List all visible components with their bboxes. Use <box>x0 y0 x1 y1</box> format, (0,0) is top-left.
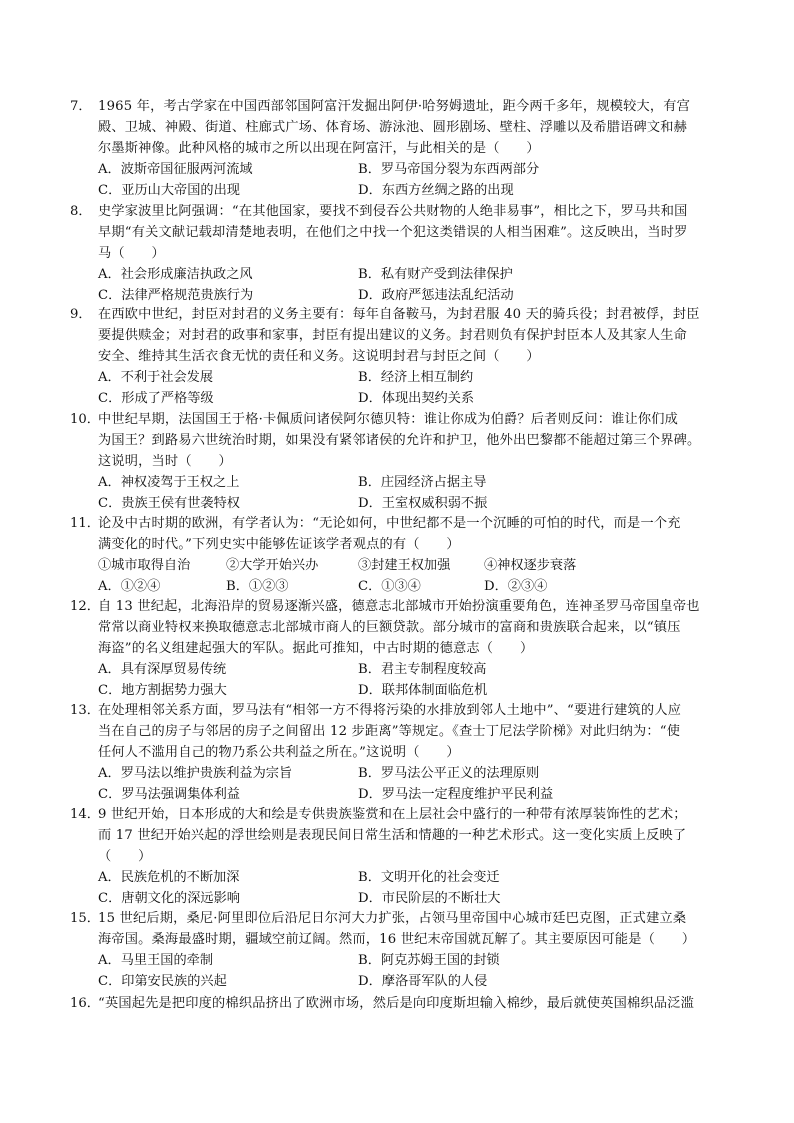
option-a[interactable]: A．社会形成廉洁执政之风 <box>98 267 253 282</box>
question-11 <box>70 513 730 597</box>
question-text: 这说明，当时（ ） <box>98 454 232 469</box>
question-12 <box>70 596 730 701</box>
option-a[interactable]: A．波斯帝国征服两河流域 <box>98 162 253 177</box>
question-text: 早期“有关文献记载却清楚地表明，在他们之中找一个犯这类错误的人相当困难”。这反映出，当时罗 <box>98 225 688 240</box>
question-text: 9 世纪开始，日本形成的大和绘是专供贵族鉴赏和在上层社会中盛行的一种带有浓厚装饰性的艺术； <box>98 807 687 822</box>
question-text: 在处理相邻关系方面，罗马法有“相邻一方不得将污染的水排放到邻人土地中”、“要进行建筑的人应 <box>98 703 682 718</box>
statement-3: ③封建王权加强 <box>358 558 451 573</box>
question-text: 任何人不滥用自己的物乃系公共利益之所在。”这说明（ ） <box>98 745 460 760</box>
option-d[interactable]: D．摩洛哥军队的人侵 <box>358 974 488 989</box>
option-d[interactable]: D．罗马法一定程度维护平民利益 <box>358 787 554 802</box>
option-c[interactable]: C．贵族王侯有世袭特权 <box>98 496 240 511</box>
question-text: （ ） <box>98 849 152 864</box>
option-d[interactable]: D．市民阶层的不断壮大 <box>358 891 501 906</box>
option-a[interactable]: A．神权凌驾于王权之上 <box>98 475 240 490</box>
question-text: 安全、维持其生活衣食无忧的责任和义务。这说明封君与封臣之间（ ） <box>98 349 540 364</box>
option-c[interactable]: C．法律严格规范贵族行为 <box>98 288 254 303</box>
question-text: 要提供赎金；对封君的政事和家事，封臣有提出建议的义务。封君则负有保护封臣本人及其家人生命 <box>98 328 688 343</box>
option-d[interactable]: D．联邦体制面临危机 <box>358 683 488 698</box>
question-15 <box>70 908 730 992</box>
question-number: 13． <box>70 703 100 718</box>
question-text: 中世纪早期，法国国王于格·卡佩质问诸侯阿尔德贝特：谁让你成为伯爵？后者则反问：谁让你们成 <box>98 412 679 427</box>
question-10 <box>70 409 730 514</box>
option-c[interactable]: C．唐朝文化的深远影响 <box>98 891 240 906</box>
question-text: 论及中古时期的欧洲，有学者认为：“无论如何，中世纪都不是一个沉睡的可怕的时代，而是一个充 <box>98 516 681 531</box>
statement-2: ②大学开始兴办 <box>226 558 319 573</box>
option-b[interactable]: B．庄园经济占据主导 <box>358 475 487 490</box>
option-b[interactable]: B．阿克苏姆王国的封锁 <box>358 953 500 968</box>
option-c[interactable]: C．①③④ <box>358 579 421 594</box>
option-c[interactable]: C．地方割据势力强大 <box>98 683 227 698</box>
option-a[interactable]: A．民族危机的不断加深 <box>98 870 240 885</box>
question-number: 9． <box>70 307 92 322</box>
question-text: 在西欧中世纪，封臣对封君的义务主要有：每年自备鞍马，为封君服 40 天的骑兵役；封君被俘，封臣 <box>98 307 700 322</box>
option-b[interactable]: B．文明开化的社会变迁 <box>358 870 500 885</box>
question-7 <box>70 96 730 201</box>
question-14 <box>70 804 730 909</box>
question-text: 尔墨斯神像。此种风格的城市之所以出现在阿富汗，与此相关的是（ ） <box>98 141 540 156</box>
question-text: 而 17 世纪开始兴起的浮世绘则是表现民间日常生活和情趣的一种艺术形式。这一变化实质上反映了 <box>98 828 687 843</box>
question-number: 15． <box>70 911 100 926</box>
question-number: 11． <box>70 516 100 531</box>
option-a[interactable]: A．马里王国的牵制 <box>98 953 214 968</box>
option-d[interactable]: D．政府严惩违法乱纪活动 <box>358 288 514 303</box>
option-b[interactable]: B．私有财产受到法律保护 <box>358 267 513 282</box>
option-c[interactable]: C．亚历山大帝国的出现 <box>98 183 240 198</box>
question-16 <box>70 993 730 1014</box>
question-number: 12． <box>70 599 100 614</box>
question-text: 海盗”的名义组建起强大的军队。据此可推知，中古时期的德意志（ ） <box>98 641 534 656</box>
question-text: 1965 年，考古学家在中国西部邻国阿富汗发掘出阿伊·哈努姆遗址，距今两千多年，规模较大，有宫 <box>98 99 691 114</box>
question-text: 殿、卫城、神殿、街道、柱廊式广场、体育场、游泳池、圆形剧场、壁柱、浮雕以及希腊语碑文和赫 <box>98 120 688 135</box>
option-c[interactable]: C．形成了严格等级 <box>98 391 214 406</box>
question-number: 14． <box>70 807 100 822</box>
question-text: 海帝国。桑海最盛时期，疆域空前辽阔。然而，16 世纪末帝国就瓦解了。其主要原因可能是（ ） <box>98 932 696 947</box>
statement-1: ①城市取得自治 <box>98 558 191 573</box>
question-text: 自 13 世纪起，北海沿岸的贸易逐渐兴盛，德意志北部城市开始扮演重要角色，连神圣罗马帝国皇帝也 <box>98 599 700 614</box>
option-c[interactable]: C．罗马法强调集体利益 <box>98 787 240 802</box>
option-d[interactable]: D．东西方丝绸之路的出现 <box>358 183 514 198</box>
question-13 <box>70 700 730 805</box>
option-d[interactable]: D．②③④ <box>484 579 548 594</box>
question-9 <box>70 304 730 409</box>
option-a[interactable]: A．不利于社会发展 <box>98 370 214 385</box>
option-d[interactable]: D．体现出契约关系 <box>358 391 475 406</box>
question-8 <box>70 201 730 306</box>
question-number: 8． <box>70 204 92 219</box>
option-a[interactable]: A．①②④ <box>98 579 161 594</box>
option-b[interactable]: B．罗马帝国分裂为东西两部分 <box>358 162 540 177</box>
question-text: 15 世纪后期，桑尼·阿里即位后沿尼日尔河大力扩张，占领马里帝国中心城市廷巴克图，正式建立桑 <box>98 911 687 926</box>
question-number: 10． <box>70 412 100 427</box>
statement-4: ④神权逐步衰落 <box>484 558 577 573</box>
option-d[interactable]: D．王室权威积弱不振 <box>358 496 488 511</box>
question-text: 当在自己的房子与邻居的房子之间留出 12 步距离”等规定。《查士丁尼法学阶梯》对此归纳为：“使 <box>98 724 681 739</box>
option-b[interactable]: B．①②③ <box>226 579 289 594</box>
option-b[interactable]: B．罗马法公平正义的法理原则 <box>358 766 540 781</box>
question-text: 满变化的时代。”下列史实中能够佐证该学者观点的有（ ） <box>98 537 460 552</box>
question-text: 史学家波里比阿强调：“在其他国家，要找不到侵吞公共财物的人绝非易事”，相比之下，罗马共和国 <box>98 204 688 219</box>
question-text: 马（ ） <box>98 246 165 261</box>
option-b[interactable]: B．君主专制程度较高 <box>358 662 487 677</box>
question-number: 7． <box>70 99 92 114</box>
question-number: 16． <box>70 996 100 1011</box>
option-b[interactable]: B．经济上相互制约 <box>358 370 474 385</box>
question-text: “英国起先是把印度的棉织品挤出了欧洲市场，然后是向印度斯坦输入棉纱，最后就使英国棉织品泛滥 <box>98 996 694 1011</box>
option-a[interactable]: A．具有深厚贸易传统 <box>98 662 227 677</box>
question-text: 常常以商业特权来换取德意志北部城市商人的巨额贷款。部分城市的富商和贵族联合起来，以“镇压 <box>98 620 681 635</box>
option-a[interactable]: A．罗马法以维护贵族利益为宗旨 <box>98 766 293 781</box>
option-c[interactable]: C．印第安民族的兴起 <box>98 974 227 989</box>
question-text: 为国王？到路易六世统治时期，如果没有紧邻诸侯的允许和护卫，他外出巴黎都不能超过第三个界碑。 <box>98 433 701 448</box>
